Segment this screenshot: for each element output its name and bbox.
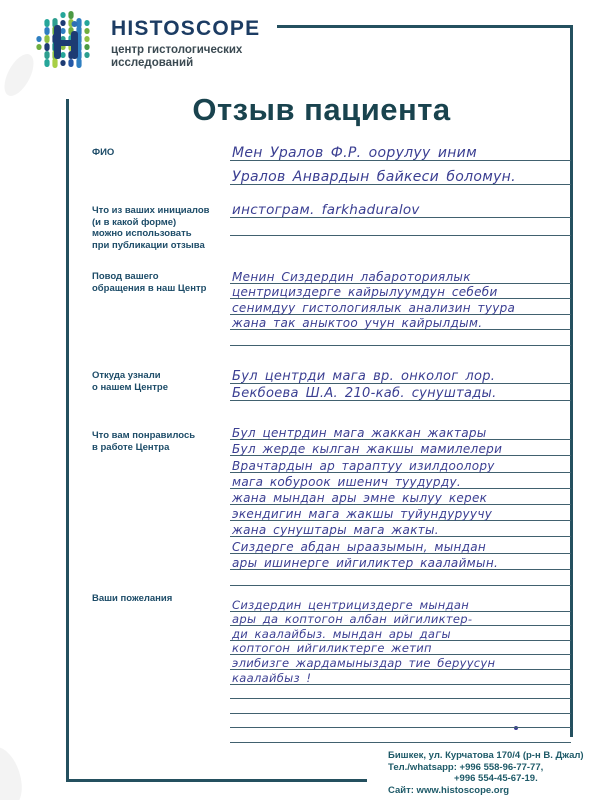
footer-contacts [388, 750, 584, 796]
field-label-line: Откуда узнали [92, 370, 161, 381]
brand-subtitle-line: центр гистологических [111, 44, 243, 56]
field-label-line: в работе Центра [92, 441, 170, 453]
field-label-line: Что из ваших инициалов [92, 205, 210, 216]
field-label-line: Повод вашего [92, 271, 159, 282]
page-title: Отзыв пациента [192, 92, 451, 127]
ruled-line [230, 537, 571, 553]
ruled-line [230, 597, 571, 612]
ruled-line [230, 473, 571, 489]
field-label-line: можно использовать [92, 228, 192, 239]
ruled-line [230, 626, 571, 641]
ruled-line [230, 670, 571, 685]
ruled-line [230, 554, 571, 570]
ruled-line [230, 728, 571, 743]
handwriting-line: каалайбыз ! [232, 670, 312, 685]
field-label-source [92, 370, 224, 393]
footer-phone-2: +996 554-45-67-19. [454, 773, 538, 784]
ruled-line [230, 366, 571, 384]
field-lines-reason [230, 268, 571, 346]
ruled-line [230, 218, 571, 236]
ruled-line [230, 299, 571, 315]
histoscope-mosaic-logo-icon [33, 9, 99, 75]
handwriting-line: Бул жерде кылган жакшы мамилелери [232, 442, 503, 457]
field-label-reason [92, 271, 224, 294]
handwriting-line: Бул центрди мага вр. онколог лор. [232, 368, 496, 384]
ruled-line [230, 315, 571, 331]
handwriting-line: Бул центрдин мага жаккан жактары [232, 426, 487, 441]
handwriting-line: инстограм. farkhaduralov [232, 202, 420, 218]
handwriting-line: Врачтардын ар тараптуу изилдоолору [232, 458, 495, 473]
ruled-line [230, 641, 571, 656]
ruled-line [230, 655, 571, 670]
footer-phone-1: Тел./whatsapp: +996 558-96-77-77, [388, 761, 544, 773]
ruled-line [230, 440, 571, 456]
field-label-line: при публикации отзыва [92, 239, 205, 251]
handwriting-line: Менин Сиздердин лабароториялык [232, 269, 471, 284]
field-label-fio [92, 147, 224, 159]
field-label-line: (и в какой форме) [92, 216, 177, 228]
handwriting-line: мага кобуроок ишенич туудурду. [232, 474, 461, 489]
handwriting-line: Мен Уралов Ф.Р. оорулуу иним [232, 145, 477, 162]
ruled-line [230, 284, 571, 300]
handwriting-line: жана мындан ары эмне кылуу керек [232, 490, 488, 505]
handwriting-line: экендигин мага жакшы туйундуруучу [232, 507, 493, 522]
handwriting-line: ары ишинерге ийгиликтер каалаймын. [232, 555, 499, 570]
handwriting-line: Сиздердин центрициздерге мындан [232, 597, 470, 612]
handwriting-line: Уралов Анвардын байкеси боломун. [232, 168, 516, 185]
brand-subtitle-line: исследований [111, 57, 194, 69]
handwriting-line: коптогон ийгиликтерге жетип [232, 641, 432, 656]
brand-block [111, 17, 260, 70]
field-label-line: ФИО [92, 147, 115, 158]
ruled-line [230, 138, 571, 161]
handwriting-line: Бекбоева Ш.А. 210-каб. сунуштады. [232, 386, 497, 401]
ruled-line [230, 330, 571, 346]
handwriting-line: ди каалайбыз. мындан ары дагы [232, 626, 451, 641]
ruled-line [230, 714, 571, 729]
handwriting-line: ары да коптогон албан ийгиликтер- [232, 612, 473, 627]
footer-site: Сайт: www.histoscope.org [388, 784, 510, 796]
frame-line-left [66, 99, 69, 782]
brand-subtitle [111, 44, 260, 70]
ruled-line [230, 268, 571, 284]
ruled-line [230, 570, 571, 586]
scan-smudge [0, 742, 29, 800]
field-label-initials [92, 205, 224, 251]
ruled-line [230, 424, 571, 440]
frame-line-top [277, 25, 573, 28]
field-lines-wishes [230, 597, 571, 743]
ruled-line [230, 612, 571, 627]
field-lines-liked [230, 424, 571, 586]
field-label-line: о нашем Центре [92, 381, 169, 393]
field-lines-source [230, 366, 571, 401]
ruled-line [230, 685, 571, 700]
field-label-wishes [92, 593, 224, 605]
handwriting-line: сенимдуу гистологиялык анализин туура [232, 300, 516, 315]
field-lines-initials [230, 200, 571, 236]
ruled-line [230, 384, 571, 402]
frame-line-bottom [66, 779, 367, 782]
handwriting-line: центрициздерге кайрылуумдун себеби [232, 285, 498, 300]
handwriting-line: элибизге жардамыныздар тие беруусун [232, 655, 496, 670]
field-label-line: обращения в наш Центр [92, 282, 207, 294]
brand-name: HISTOSCOPE [111, 17, 261, 40]
handwriting-line: жана сунуштары мага жакты. [232, 523, 439, 538]
field-label-liked [92, 430, 224, 453]
ruled-line [230, 161, 571, 184]
field-lines-fio [230, 138, 571, 185]
field-label-line: Ваши пожелания [92, 593, 173, 604]
ruled-line [230, 521, 571, 537]
ruled-line [230, 456, 571, 472]
ruled-line [230, 200, 571, 218]
ruled-line [230, 489, 571, 505]
handwriting-line: жана так аныктоо учун кайрылдым. [232, 316, 483, 331]
footer-address: Бишкек, ул. Курчатова 170/4 (р-н В. Джал) [388, 750, 584, 761]
ruled-line [230, 699, 571, 714]
handwriting-line: Сиздерге абдан ыраазымын, мындан [232, 539, 487, 554]
field-label-line: Что вам понравилось [92, 430, 196, 441]
ruled-line [230, 505, 571, 521]
